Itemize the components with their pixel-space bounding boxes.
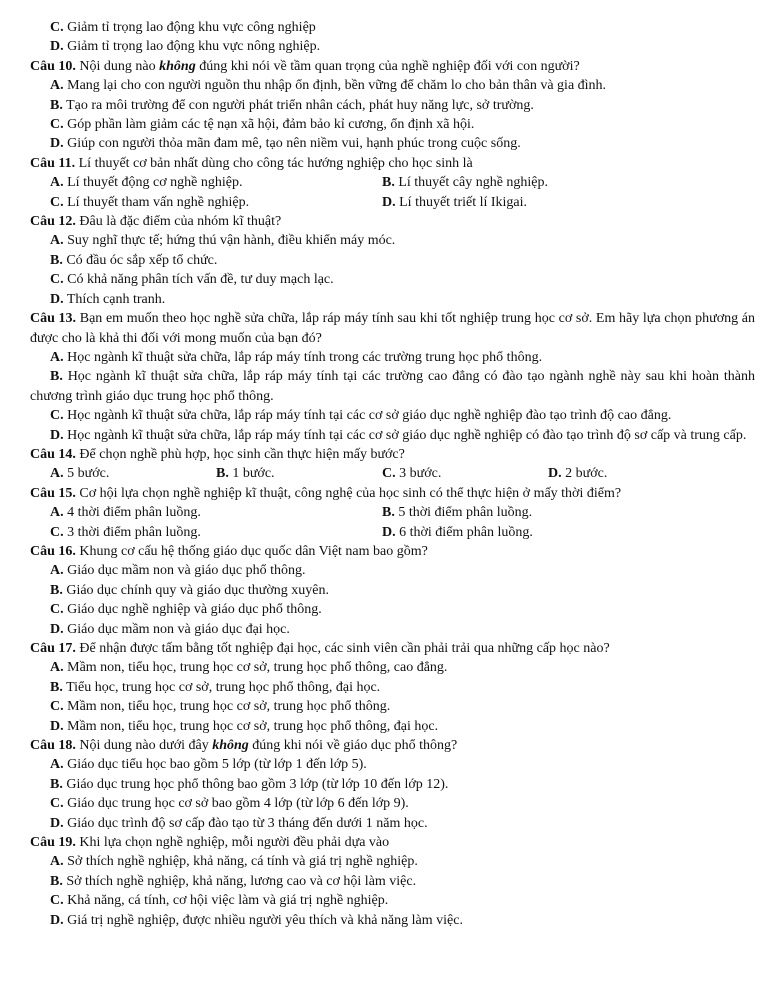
q14-option-d bbox=[548, 464, 714, 483]
q18-A: Giáo dục tiểu học bao gồm 5 lớp (từ lớp 1 đến lớp 5). bbox=[63, 757, 367, 773]
q18-post: đúng khi nói về giáo dục phổ thông? bbox=[248, 738, 458, 754]
letters-A: A. bbox=[50, 175, 64, 191]
q15-option-a bbox=[50, 503, 382, 522]
letters-C: C. bbox=[50, 893, 64, 909]
q16-A: Giáo dục mầm non và giáo dục phổ thông. bbox=[63, 563, 306, 579]
q16-B: Giáo dục chính quy và giáo dục thường xuyên. bbox=[62, 582, 330, 598]
q16-option-b bbox=[30, 581, 755, 600]
q10-option-c bbox=[30, 115, 755, 134]
q11-option-b bbox=[382, 173, 548, 192]
question-11 bbox=[30, 154, 755, 173]
letters-B: B. bbox=[50, 776, 63, 792]
q16-C: Giáo dục nghề nghiệp và giáo dục phổ thông. bbox=[63, 602, 322, 618]
q12-C: Có khả năng phân tích vấn đề, tư duy mạch lạc. bbox=[63, 272, 334, 288]
q10-option-b bbox=[30, 96, 755, 115]
letters-A: A. bbox=[50, 233, 64, 249]
q15-B: 5 thời điểm phân luồng. bbox=[394, 505, 533, 521]
q11-B: Lí thuyết cây nghề nghiệp. bbox=[394, 175, 549, 191]
q19-option-d bbox=[30, 911, 755, 930]
q11-D: Lí thuyết triết lí Ikigai. bbox=[395, 194, 528, 210]
q14-option-b bbox=[216, 464, 382, 483]
exam-page bbox=[30, 18, 755, 930]
q11-options-row-2 bbox=[30, 193, 755, 212]
q12-option-b bbox=[30, 251, 755, 270]
q14-text: Để chọn nghề phù hợp, học sinh cần thực hiện mấy bước? bbox=[75, 446, 405, 462]
q18-num: Câu 18. bbox=[30, 738, 76, 754]
letters-C: C. bbox=[50, 699, 64, 715]
letters-C: C. bbox=[50, 117, 64, 133]
q19-A: Sở thích nghề nghiệp, khả năng, cá tính và giá trị nghề nghiệp. bbox=[63, 854, 418, 870]
q12-num: Câu 12. bbox=[30, 214, 76, 230]
q17-C: Mầm non, tiểu học, trung học cơ sở, trung học phổ thông. bbox=[63, 699, 391, 715]
q18-option-d bbox=[30, 814, 755, 833]
letters-C: C. bbox=[50, 796, 64, 812]
q13-option-a bbox=[30, 348, 755, 367]
q13-C: Học ngành kĩ thuật sửa chữa, lắp ráp máy tính tại các cơ sở giáo dục nghề nghiệp đào tạo trình độ cao đẳng. bbox=[63, 408, 672, 424]
q16-text: Khung cơ cấu hệ thống giáo dục quốc dân Việt nam bao gồm? bbox=[75, 543, 428, 559]
letters-D: D. bbox=[50, 815, 64, 831]
q17-B: Tiểu học, trung học cơ sở, trung học phổ thông, đại học. bbox=[62, 679, 381, 695]
q10-option-a bbox=[30, 76, 755, 95]
q19-option-c bbox=[30, 891, 755, 910]
q17-option-b bbox=[30, 678, 755, 697]
q18-B: Giáo dục trung học phổ thông bao gồm 3 lớp (từ lớp 10 đến lớp 12). bbox=[62, 776, 449, 792]
q18-D: Giáo dục trình độ sơ cấp đào tạo từ 3 tháng đến dưới 1 năm học. bbox=[63, 815, 428, 831]
prev-D-text: Giảm tỉ trọng lao động khu vực nông nghiệp. bbox=[63, 39, 321, 55]
letters-A: A. bbox=[50, 757, 64, 773]
q15-D: 6 thời điểm phân luồng. bbox=[395, 524, 533, 540]
q18-option-b bbox=[30, 775, 755, 794]
q10-C: Góp phần làm giảm các tệ nạn xã hội, đảm bảo kỉ cương, ổn định xã hội. bbox=[63, 117, 475, 133]
letters-C: C. bbox=[382, 466, 396, 482]
letters-A: A. bbox=[50, 78, 64, 94]
question-15 bbox=[30, 484, 755, 503]
q10-post: đúng khi nói về tầm quan trọng của nghề nghiệp đối với con người? bbox=[195, 58, 580, 74]
q15-option-b bbox=[382, 503, 532, 522]
q11-options-row-1 bbox=[30, 173, 755, 192]
q10-D: Giúp con người thỏa mãn đam mê, tạo nên niềm vui, hạnh phúc trong cuộc sống. bbox=[63, 136, 521, 152]
q14-option-c bbox=[382, 464, 548, 483]
q13-option-c bbox=[30, 406, 755, 425]
q15-C: 3 thời điểm phân luồng. bbox=[63, 524, 201, 540]
letters-B: B. bbox=[50, 252, 63, 268]
q15-text: Cơ hội lựa chọn nghề nghiệp kĩ thuật, công nghệ của học sinh có thể thực hiện ở mấy thời điểm? bbox=[75, 485, 622, 501]
q11-num: Câu 11. bbox=[30, 155, 76, 171]
q19-option-b bbox=[30, 872, 755, 891]
letters-A: A. bbox=[50, 854, 64, 870]
prev-C-letter: C. bbox=[50, 20, 64, 35]
prev-option-c bbox=[30, 18, 755, 37]
q12-text: Đâu là đặc điểm của nhóm kĩ thuật? bbox=[75, 214, 282, 230]
letters-B: B. bbox=[382, 175, 395, 191]
question-13 bbox=[30, 309, 755, 348]
q16-D: Giáo dục mầm non và giáo dục đại học. bbox=[63, 621, 290, 637]
letters-D: D. bbox=[50, 718, 64, 734]
q14-options bbox=[30, 464, 755, 483]
q17-option-a bbox=[30, 658, 755, 677]
letters-A: A. bbox=[50, 660, 64, 676]
letters-D: D. bbox=[50, 912, 64, 928]
question-14 bbox=[30, 445, 755, 464]
question-19 bbox=[30, 833, 755, 852]
q12-option-d bbox=[30, 290, 755, 309]
letters-D: D. bbox=[382, 194, 396, 210]
q17-option-d bbox=[30, 717, 755, 736]
q17-A: Mầm non, tiểu học, trung học cơ sở, trung học phổ thông, cao đẳng. bbox=[63, 660, 448, 676]
q10-pre: Nội dung nào bbox=[75, 58, 160, 74]
q11-text: Lí thuyết cơ bản nhất dùng cho công tác hướng nghiệp cho học sinh là bbox=[75, 155, 473, 171]
prev-C-text: Giảm tỉ trọng lao động khu vực công nghiệp bbox=[63, 20, 316, 35]
letters-D: D. bbox=[548, 466, 562, 482]
q17-D: Mầm non, tiểu học, trung học cơ sở, trung học phổ thông, đại học. bbox=[63, 718, 439, 734]
q17-num: Câu 17. bbox=[30, 641, 76, 656]
q13-option-d bbox=[30, 426, 755, 445]
q15-option-c bbox=[50, 523, 382, 542]
letters-B: B. bbox=[50, 582, 63, 598]
q14-C: 3 bước. bbox=[395, 466, 442, 482]
q19-text: Khi lựa chọn nghề nghiệp, mỗi người đều phải dựa vào bbox=[75, 835, 390, 851]
letters-C: C. bbox=[50, 602, 64, 618]
q18-C: Giáo dục trung học cơ sở bao gồm 4 lớp (từ lớp 6 đến lớp 9). bbox=[63, 796, 409, 812]
q18-option-c bbox=[30, 794, 755, 813]
letters-A: A. bbox=[50, 505, 64, 521]
q13-A: Học ngành kĩ thuật sửa chữa, lắp ráp máy tính trong các trường trung học phổ thông. bbox=[63, 349, 543, 365]
q19-B: Sở thích nghề nghiệp, khả năng, lương cao và cơ hội làm việc. bbox=[62, 873, 417, 889]
letters-A: A. bbox=[50, 466, 64, 482]
question-12 bbox=[30, 212, 755, 231]
q13-D: Học ngành kĩ thuật sửa chữa, lắp ráp máy tính tại các cơ sở giáo dục nghề nghiệp có đào tạo trình độ sơ cấp và trung cấp. bbox=[63, 427, 747, 443]
q10-option-d bbox=[30, 134, 755, 153]
q14-A: 5 bước. bbox=[63, 466, 110, 482]
q12-option-c bbox=[30, 270, 755, 289]
q16-option-a bbox=[30, 561, 755, 580]
letters-D: D. bbox=[50, 291, 64, 307]
prev-D-letter: D. bbox=[50, 39, 64, 55]
question-17 bbox=[30, 639, 755, 658]
q16-num: Câu 16. bbox=[30, 543, 76, 559]
q10-A: Mang lại cho con người nguồn thu nhập ổn định, bền vững để chăm lo cho bản thân và gia đình. bbox=[63, 78, 607, 94]
letters-B: B. bbox=[216, 466, 229, 482]
q11-option-c bbox=[50, 193, 382, 212]
q16-option-c bbox=[30, 600, 755, 619]
letters-C: C. bbox=[50, 524, 64, 540]
q19-num: Câu 19. bbox=[30, 835, 76, 851]
question-18 bbox=[30, 736, 755, 755]
letters-A: A. bbox=[50, 349, 64, 365]
letters-C: C. bbox=[50, 272, 64, 288]
q18-option-a bbox=[30, 755, 755, 774]
q13-B: Học ngành kĩ thuật sửa chữa, lắp ráp máy tính tại các trường cao đẳng có đào tạo ngành nghề này sau khi hoàn thành chương trình giáo dục trung học phổ thông. bbox=[30, 369, 755, 404]
q19-option-a bbox=[30, 852, 755, 871]
q10-emph: không bbox=[159, 58, 196, 74]
q12-option-a bbox=[30, 231, 755, 250]
letters-D: D. bbox=[50, 621, 64, 637]
q13-num: Câu 13. bbox=[30, 311, 77, 327]
q18-pre: Nội dung nào dưới đây bbox=[75, 738, 213, 754]
letters-C: C. bbox=[50, 194, 64, 210]
q11-option-a bbox=[50, 173, 382, 192]
q14-D: 2 bước. bbox=[561, 466, 608, 482]
q15-options-row-2 bbox=[30, 523, 755, 542]
letters-B: B. bbox=[50, 873, 63, 889]
q13-option-b bbox=[30, 367, 755, 406]
question-16 bbox=[30, 542, 755, 561]
q14-num: Câu 14. bbox=[30, 446, 76, 462]
letters-B: B. bbox=[50, 679, 63, 695]
q12-B: Có đầu óc sắp xếp tổ chức. bbox=[62, 252, 218, 268]
q11-A: Lí thuyết động cơ nghề nghiệp. bbox=[63, 175, 243, 191]
letters-D: D. bbox=[382, 524, 396, 540]
q15-options-row-1 bbox=[30, 503, 755, 522]
letters-C: C. bbox=[50, 408, 64, 424]
q10-num: Câu 10. bbox=[30, 58, 76, 74]
q15-option-d bbox=[382, 523, 533, 542]
letters-B: B. bbox=[50, 97, 63, 113]
q15-num: Câu 15. bbox=[30, 485, 76, 501]
q19-C: Khả năng, cá tính, cơ hội việc làm và giá trị nghề nghiệp. bbox=[63, 893, 389, 909]
q14-B: 1 bước. bbox=[228, 466, 275, 482]
letters-B: B. bbox=[382, 505, 395, 521]
prev-option-d bbox=[30, 37, 755, 56]
q17-option-c bbox=[30, 697, 755, 716]
q12-D: Thích cạnh tranh. bbox=[63, 291, 166, 307]
letters-D: D. bbox=[50, 136, 64, 152]
q15-A: 4 thời điểm phân luồng. bbox=[63, 505, 201, 521]
q13-text: Bạn em muốn theo học nghề sửa chữa, lắp ráp máy tính sau khi tốt nghiệp trung học cơ sở. Em hãy lựa chọn phương án được cho là khả thi đối với mong muốn của bạn đó? bbox=[30, 311, 755, 346]
q18-emph: không bbox=[212, 738, 249, 754]
q12-A: Suy nghĩ thực tế; hứng thú vận hành, điều khiển máy móc. bbox=[63, 233, 396, 249]
letters-D: D. bbox=[50, 427, 64, 443]
question-10 bbox=[30, 57, 755, 76]
letters-A: A. bbox=[50, 563, 64, 579]
letters-B: B. bbox=[50, 369, 63, 385]
q16-option-d bbox=[30, 620, 755, 639]
q17-text: Để nhận được tấm bằng tốt nghiệp đại học, các sinh viên cần phải trải qua những cấp học nào? bbox=[75, 641, 610, 656]
q10-B: Tạo ra môi trường để con người phát triển nhân cách, phát huy năng lực, sở trường. bbox=[62, 97, 534, 113]
q11-option-d bbox=[382, 193, 527, 212]
q14-option-a bbox=[50, 464, 216, 483]
q11-C: Lí thuyết tham vấn nghề nghiệp. bbox=[63, 194, 250, 210]
q19-D: Giá trị nghề nghiệp, được nhiều người yêu thích và khả năng làm việc. bbox=[63, 912, 463, 928]
